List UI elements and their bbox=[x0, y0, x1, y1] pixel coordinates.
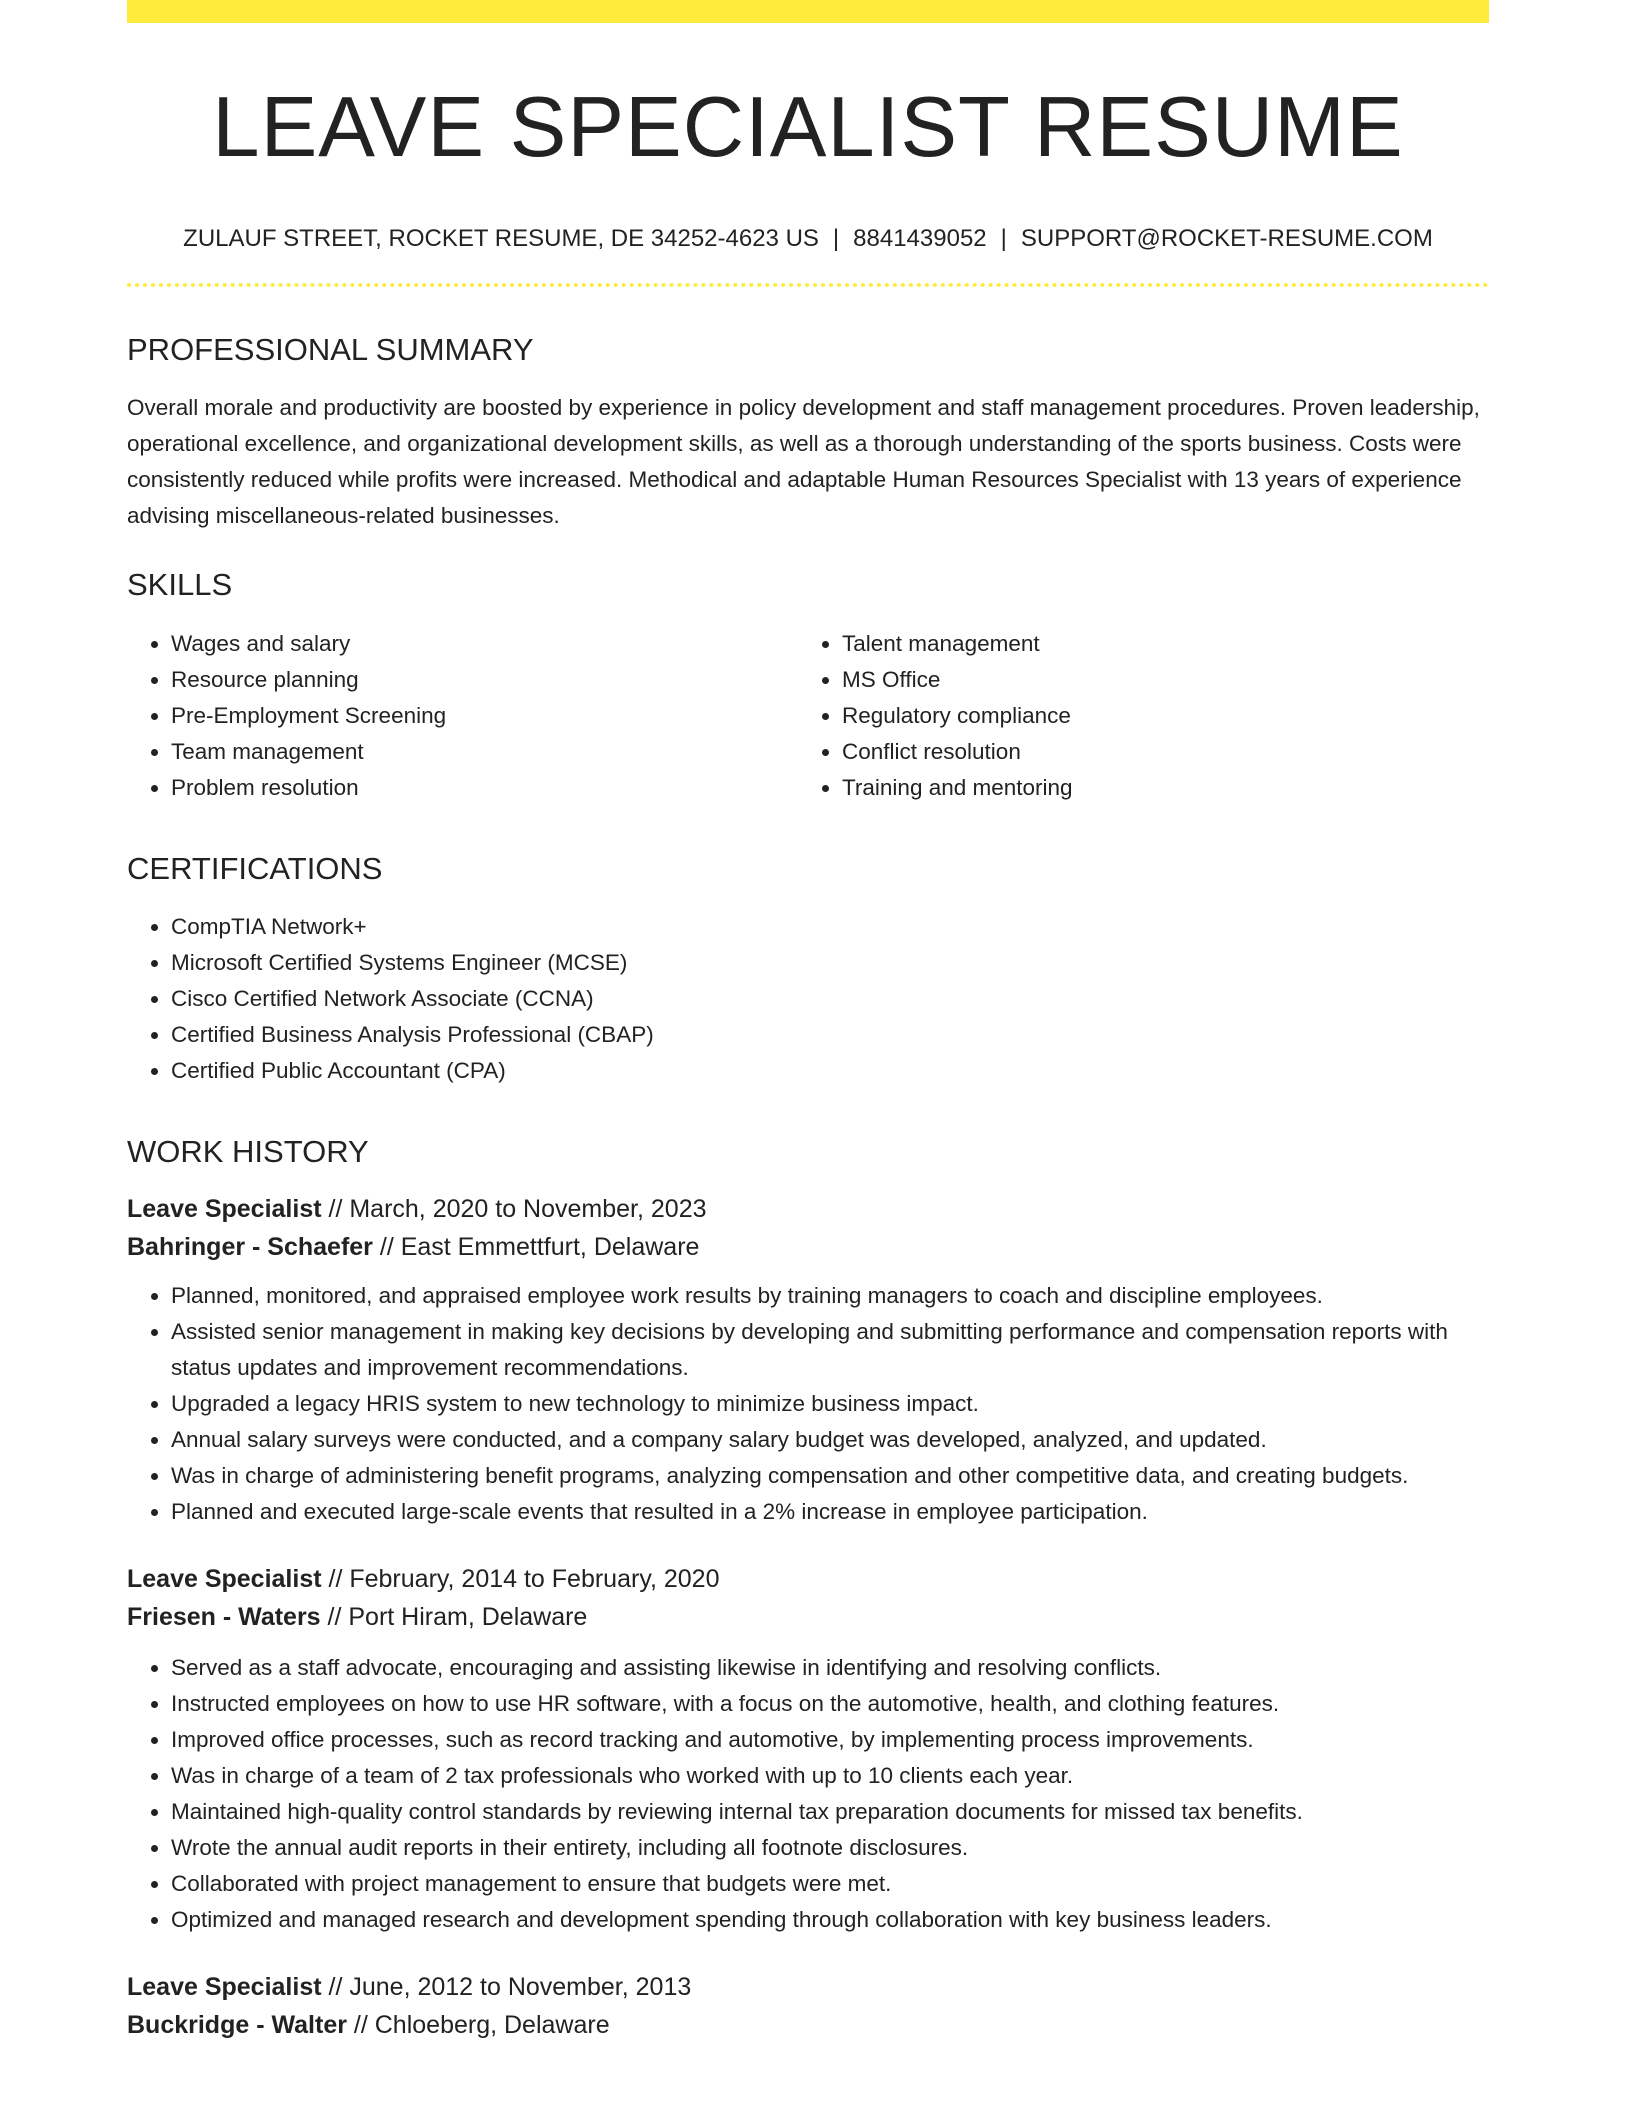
summary-heading: PROFESSIONAL SUMMARY bbox=[127, 332, 534, 368]
job-bullet: • Assisted senior management in making key decisions by developing and submitting performance and compensation reports with status updates and improvement recommendations. bbox=[171, 1314, 1489, 1386]
job-company-line bbox=[127, 1598, 1489, 1636]
skill-item: • Resource planning bbox=[171, 662, 798, 698]
job-title: Leave Specialist bbox=[127, 1973, 322, 2002]
job-title-line bbox=[127, 1968, 1489, 2006]
skill-item: • Talent management bbox=[842, 626, 1469, 662]
certification-item: • Certified Public Accountant (CPA) bbox=[171, 1053, 1489, 1089]
job-bullet: • Served as a staff advocate, encouraging and assisting likewise in identifying and resolving conflicts. bbox=[171, 1650, 1489, 1686]
job-bullet: • Improved office processes, such as record tracking and automotive, by implementing process improvements. bbox=[171, 1722, 1489, 1758]
skill-item: • MS Office bbox=[842, 662, 1469, 698]
job-company-line bbox=[127, 2006, 1489, 2044]
job-bullet: • Annual salary surveys were conducted, and a company salary budget was developed, analyzed, and updated. bbox=[171, 1422, 1489, 1458]
skills-list-right bbox=[798, 626, 1469, 806]
job-company-line bbox=[127, 1228, 1489, 1266]
job-title-line bbox=[127, 1560, 1489, 1598]
job-location: // Port Hiram, Delaware bbox=[327, 1603, 588, 1632]
skills-list-left bbox=[127, 626, 798, 806]
job-location: // East Emmettfurt, Delaware bbox=[379, 1233, 700, 1262]
job-bullet: • Optimized and managed research and development spending through collaboration with key business leaders. bbox=[171, 1902, 1489, 1938]
skill-item: • Wages and salary bbox=[171, 626, 798, 662]
summary-text: Overall morale and productivity are boosted by experience in policy development and staff management procedures. Proven leadership, operational excellence, and organizational development skills, as well as a thorough understanding of the sports business. Costs were consistently reduced while profits were increased. Methodical and adaptable Human Resources Specialist with 13 years of experience advising miscellaneous-related businesses. bbox=[127, 395, 1480, 529]
job-bullet: • Upgraded a legacy HRIS system to new technology to minimize business impact. bbox=[171, 1386, 1489, 1422]
skill-item: • Problem resolution bbox=[171, 770, 798, 806]
certifications-heading: CERTIFICATIONS bbox=[127, 850, 383, 886]
skill-item: • Training and mentoring bbox=[842, 770, 1469, 806]
certification-item: • Microsoft Certified Systems Engineer (MCSE) bbox=[171, 945, 1489, 981]
job-bullet: • Wrote the annual audit reports in their entirety, including all footnote disclosures. bbox=[171, 1830, 1489, 1866]
skill-item: • Conflict resolution bbox=[842, 734, 1469, 770]
resume-content bbox=[127, 0, 1489, 2044]
job-company: Buckridge - Walter bbox=[127, 2011, 347, 2040]
contact-separator: | bbox=[1000, 224, 1007, 252]
job-bullets bbox=[127, 1278, 1489, 1530]
certification-item: • CompTIA Network+ bbox=[171, 909, 1489, 945]
accent-bar bbox=[127, 0, 1489, 23]
work-history-heading: WORK HISTORY bbox=[127, 1133, 369, 1169]
skills-columns bbox=[127, 626, 1489, 806]
job-bullet: • Collaborated with project management to ensure that budgets were met. bbox=[171, 1866, 1489, 1902]
job-bullet: • Maintained high-quality control standards by reviewing internal tax preparation documents for missed tax benefits. bbox=[171, 1794, 1489, 1830]
skill-item: • Team management bbox=[171, 734, 798, 770]
certification-item: • Cisco Certified Network Associate (CCNA) bbox=[171, 981, 1489, 1017]
job-bullet: • Was in charge of a team of 2 tax professionals who worked with up to 10 clients each year. bbox=[171, 1758, 1489, 1794]
skill-item: • Regulatory compliance bbox=[842, 698, 1469, 734]
job-title-line bbox=[127, 1190, 1489, 1228]
job-dates: // February, 2014 to February, 2020 bbox=[328, 1565, 720, 1594]
job-title: Leave Specialist bbox=[127, 1565, 322, 1594]
resume-title: LEAVE SPECIALIST RESUME bbox=[212, 80, 1404, 175]
job-dates: // March, 2020 to November, 2023 bbox=[328, 1195, 707, 1224]
job-dates: // June, 2012 to November, 2013 bbox=[328, 1973, 692, 2002]
job-bullet: • Planned, monitored, and appraised employee work results by training managers to coach and discipline employees. bbox=[171, 1278, 1489, 1314]
contact-email: SUPPORT@ROCKET-RESUME.COM bbox=[1020, 224, 1433, 252]
certifications-list bbox=[127, 909, 1489, 1089]
contact-phone: 8841439052 bbox=[853, 224, 987, 252]
contact-separator: | bbox=[832, 224, 840, 252]
certification-item: • Certified Business Analysis Professional (CBAP) bbox=[171, 1017, 1489, 1053]
skills-heading: SKILLS bbox=[127, 567, 233, 603]
contact-line bbox=[127, 225, 1489, 254]
job-location: // Chloeberg, Delaware bbox=[353, 2011, 610, 2040]
skill-item: • Pre-Employment Screening bbox=[171, 698, 798, 734]
dotted-divider bbox=[127, 283, 1489, 287]
job-bullet: • Was in charge of administering benefit programs, analyzing compensation and other competitive data, and creating budgets. bbox=[171, 1458, 1489, 1494]
job-bullets bbox=[127, 1650, 1489, 1938]
contact-address: ZULAUF STREET, ROCKET RESUME, DE 34252-4623 US bbox=[183, 224, 819, 252]
job-bullet: • Planned and executed large-scale events that resulted in a 2% increase in employee participation. bbox=[171, 1494, 1489, 1530]
job-company: Friesen - Waters bbox=[127, 1603, 321, 1632]
job-title: Leave Specialist bbox=[127, 1195, 322, 1224]
job-company: Bahringer - Schaefer bbox=[127, 1233, 373, 1262]
job-bullet: • Instructed employees on how to use HR software, with a focus on the automotive, health, and clothing features. bbox=[171, 1686, 1489, 1722]
